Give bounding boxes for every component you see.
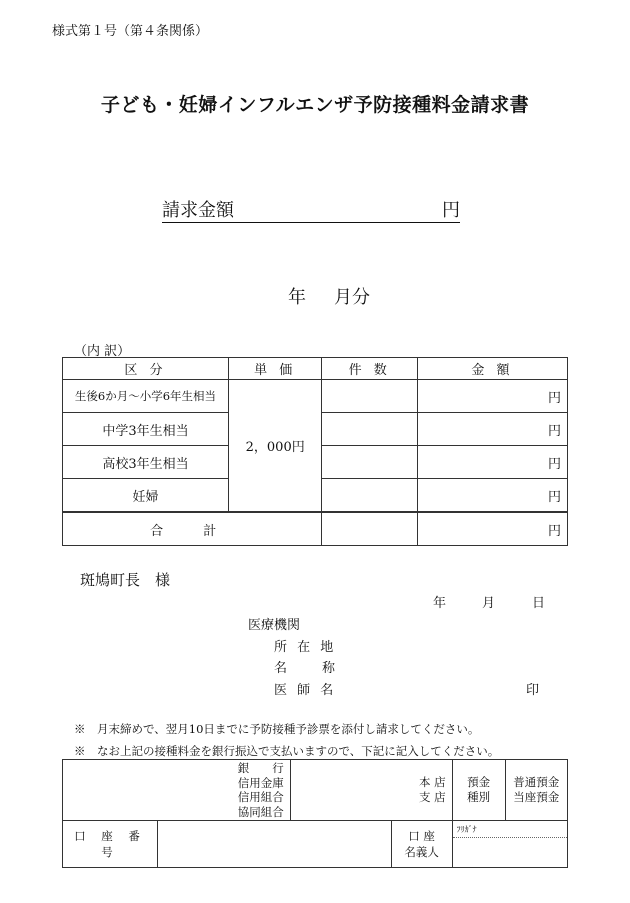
date-day-label: 日 [532,596,546,611]
account-type-ordinary: 普通預金 [513,775,560,789]
seal-mark: 印 [526,683,540,698]
holder-label-line2: 名義人 [404,845,439,859]
header-count: 件 数 [322,358,417,380]
account-type-cell[interactable] [505,760,567,821]
note-monthly-billing: ※ 月末締めで、翌月10日までに予防接種予診票を添付し請求してください。 [74,722,480,736]
amount-cell[interactable]: 円 [417,446,567,479]
page-title: 子ども・妊婦インフルエンザ予防接種料金請求書 [100,94,530,116]
institution-label: 医療機関 [248,618,301,633]
table-row [63,380,568,413]
request-amount-unit: 円 [442,200,460,221]
bank-type-bank: 銀 行 [237,761,284,775]
holder-label-line1: 口 座 [408,829,435,843]
period-month-label: 月分 [334,287,370,308]
table-header-row [63,358,568,380]
branch-head-office: 本 店 [418,775,446,789]
date-month-label: 月 [482,596,496,611]
note-bank-transfer: ※ なお上記の接種料金を銀行振込で支払いますので、下記に記入してください。 [74,744,500,758]
account-type-current: 当座預金 [513,790,560,804]
total-label: 合 計 [63,512,322,546]
doctor-name-label: 医 師 名 [274,683,337,698]
request-amount-label: 請求金額 [162,200,234,221]
header-amount: 金 額 [417,358,567,380]
account-number-label: 口 座 番 号 [63,821,158,868]
name-label: 名 称 [274,661,339,676]
category-cell: 中学3年生相当 [63,413,229,446]
amount-cell[interactable]: 円 [417,380,567,413]
count-cell[interactable] [322,479,417,513]
account-number-input[interactable] [158,821,392,868]
furigana-divider [453,837,567,838]
form-number: 様式第１号（第４条関係） [52,24,209,39]
bank-type-shinkin: 信用金庫 [237,775,284,790]
total-amount-cell[interactable]: 円 [417,512,567,546]
total-row [63,512,568,546]
category-cell: 妊婦 [63,479,229,513]
branch-branch-office: 支 店 [418,790,446,804]
account-holder-label [391,821,452,868]
account-row [63,821,568,868]
count-cell[interactable] [322,380,417,413]
amount-cell[interactable]: 円 [417,479,567,513]
bank-account-table [62,759,568,868]
total-count-cell[interactable] [322,512,417,546]
unit-price-cell: 2，000円 [228,380,322,513]
deposit-label-line2: 種別 [467,790,491,804]
deposit-label-line1: 預金 [467,775,491,789]
category-cell: 高校3年生相当 [63,446,229,479]
breakdown-label: （内 訳） [74,344,131,359]
address-label: 所 在 地 [274,640,337,655]
deposit-type-label [452,760,505,821]
branch-cell[interactable] [290,760,452,821]
addressee: 斑鳩町長 様 [80,571,171,589]
count-cell[interactable] [322,446,417,479]
request-amount-field[interactable] [162,196,460,223]
account-holder-input[interactable] [452,821,567,868]
header-unit-price: 単 価 [228,358,322,380]
bank-type-kyodo: 協同組合 [237,804,284,819]
furigana-label: ﾌﾘｶﾞﾅ [456,825,477,834]
bank-row [63,760,568,821]
category-cell: 生後6か月～小学6年生相当 [63,380,229,413]
amount-cell[interactable]: 円 [417,413,567,446]
date-year-label: 年 [433,596,447,611]
period-year-label: 年 [288,287,306,308]
bank-type-cell [63,760,291,821]
bank-type-shinkumi: 信用組合 [237,790,284,804]
breakdown-table [62,357,568,546]
count-cell[interactable] [322,413,417,446]
header-category: 区 分 [63,358,229,380]
